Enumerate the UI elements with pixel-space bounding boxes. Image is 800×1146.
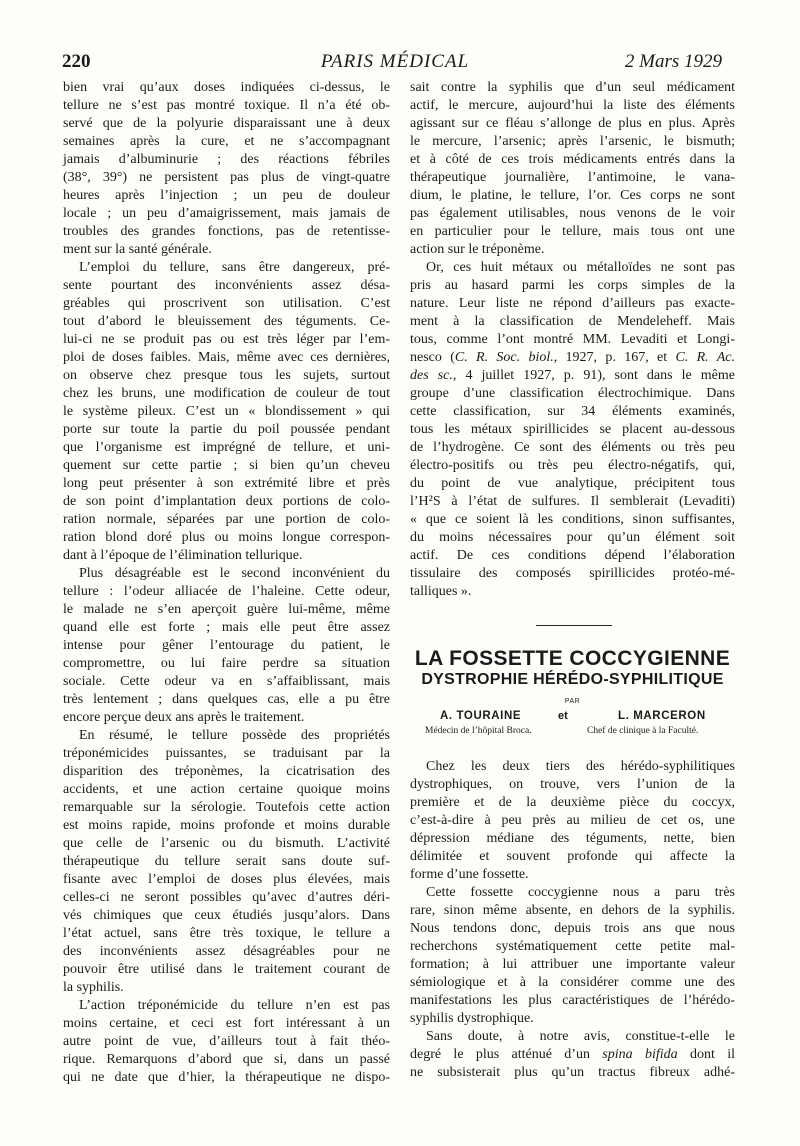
text-line: « que ce soient là les conditions, sinon suffisantes, <box>410 512 735 527</box>
text-line: le malade ne s’en aperçoit guère lui-même, même <box>63 602 390 617</box>
text-line: agissant sur ce fléau s’allonge de plus en plus. Après <box>410 116 735 131</box>
text-line: de l’hydrogène. Ce sont des éléments ou très peu <box>410 440 735 455</box>
paragraph <box>410 884 735 1028</box>
text-line: encore perçue deux ans après le traitement. <box>63 710 305 725</box>
text-line: l’H²S à l’état de sulfures. Il semblerait (Levaditi) <box>410 494 735 509</box>
text-line: sociale. Cette odeur va en s’affaiblissant, mais <box>63 674 390 689</box>
text-line: l’état actuel, sans être très toxique, le tellure a <box>63 926 390 941</box>
text-line: porte sur toute la partie du poil poussée pendant <box>63 422 390 437</box>
text-line: fisante avec l’emploi de doses plus élevées, mais <box>63 872 390 887</box>
text-line: de son point d’implantation deux portions de colo- <box>63 494 390 509</box>
paragraph <box>410 259 735 601</box>
text-line: moins certaine, et ceci est fort intéressant à un <box>63 1016 390 1031</box>
text-line: disparition des tréponèmes, la cicatrisation des <box>63 764 390 779</box>
text-line: celles-ci ne seront possibles qu’avec d’autres déri- <box>63 890 390 905</box>
text-line: compromettre, ou lui faire perdre sa situation <box>63 656 390 671</box>
text-line: en particulier pour le tellure, mais tous ont une <box>410 224 735 239</box>
paragraph <box>63 259 390 565</box>
text-line: et à côté de ces trois médicaments entrés dans la <box>410 152 735 167</box>
text-line: pouvoir être utilisé dans le traitement courant de <box>63 962 390 977</box>
paragraph <box>63 565 390 727</box>
text-line: tout d’abord le bleuissement des téguments. Ce- <box>63 314 390 329</box>
paragraph <box>410 1028 735 1082</box>
italic-run: spina bifida <box>602 1047 678 1062</box>
text-line: le mercure, l’arsenic; après l’arsenic, le bismuth; <box>410 134 735 149</box>
text-line: ration normale, séparées par une portion de colo- <box>63 512 390 527</box>
section-rule <box>536 625 612 626</box>
text-line: tous les métaux spirillicides se placent au-dessous <box>410 422 735 437</box>
text-line: lui-ci ne se produit pas ou est très léger par l’em- <box>63 332 390 347</box>
paragraph <box>410 758 735 884</box>
text-line: cette classification, sur 34 éléments examinés, <box>410 404 735 419</box>
text-line: forme d’une fossette. <box>410 867 529 882</box>
text-line: le système pileux. C’est un « blondissement » qui <box>63 404 390 419</box>
text-line: rare, sinon même absente, en dehors de la syphilis. <box>410 903 735 918</box>
author-affiliation: Médecin de l’hôpital Broca. <box>425 726 532 736</box>
text-line: quand elle est forte ; mais elle peut être assez <box>63 620 390 635</box>
text-line: c’est-à-dire à peu près au milieu de cet os, une <box>410 813 735 828</box>
text-run: degré le plus atténué d’un <box>410 1047 603 1062</box>
text-line: servé que de la polyurie disparaissant une à deux <box>63 116 390 131</box>
text-line: jamais d’albuminurie ; des réactions fébriles <box>63 152 390 167</box>
text-line: du moins nécessaires pour qu’un élément soit <box>410 530 735 545</box>
text-line: sémiologique et à la considérer comme une des <box>410 975 735 990</box>
page-number: 220 <box>62 51 91 72</box>
text-line: talliques ». <box>410 584 472 599</box>
text-line <box>410 367 735 385</box>
text-line: Or, ces huit métaux ou métalloïdes ne sont pas <box>426 260 735 275</box>
text-line: manifestations les plus caractéristiques de l’hérédo- <box>410 993 735 1008</box>
italic-run: des sc. <box>410 368 453 383</box>
text-line: Sans doute, à notre avis, constitue-t-elle le <box>426 1029 735 1044</box>
text-line: électro-positifs ou très peu électro-négatifs, qui, <box>410 458 735 473</box>
text-line: est moins rapide, moins profonde et moins durable <box>63 818 390 833</box>
text-line: remarquable sur la sérologie. Toutefois cette action <box>63 800 390 815</box>
text-line: que celle de l’arsenic ou du bismuth. L’activité <box>63 836 390 851</box>
text-line: dépression médiane des téguments, nette, bien <box>410 831 735 846</box>
text-line: la syphilis. <box>63 980 124 995</box>
text-line: heures après l’injection ; un peu de douleur <box>63 188 390 203</box>
article-subtitle: DYSTROPHIE HÉRÉDO-SYPHILITIQUE <box>421 671 724 688</box>
paragraph <box>63 727 390 997</box>
text-line: chez les bruns, une modification de couleur de tout <box>63 386 390 401</box>
text-line: rique. Remarquons d’abord que si, dans un passé <box>63 1052 390 1067</box>
text-line: ne subsisterait plus qu’un tractus fibreux adhé- <box>410 1065 735 1080</box>
text-line <box>410 1046 735 1064</box>
text-line: intense pour gêner l’entourage du patient, le <box>63 638 390 653</box>
text-line: que l’organisme est imprégné de tellure, et uni- <box>63 440 390 455</box>
text-line: thérapeutique journalière, l’antimoine, le vana- <box>410 170 735 185</box>
author-affiliation: Chef de clinique à la Faculté. <box>587 726 699 736</box>
text-line: ration blond doré plus ou moins longue correspon- <box>63 530 390 545</box>
article-body <box>410 758 735 1082</box>
text-line: très lentement ; dans quelques cas, elle a pu être <box>63 692 390 707</box>
author-name: A. TOURAINE <box>440 710 522 722</box>
text-line: des inconvénients assez désagréables pour ne <box>63 944 390 959</box>
text-line: tissulaire des composés spirillicides protéo-mé- <box>410 566 735 581</box>
text-line: vés chimiques que ceux étudiés jusqu’alors. Dans <box>63 908 390 923</box>
text-line: dium, le platine, le tellure, l’or. Ces corps ne sont <box>410 188 735 203</box>
paragraph <box>63 79 390 259</box>
text-line: thérapeutique du tellure serait sans doute suf- <box>63 854 390 869</box>
text-run: dont il <box>677 1047 735 1062</box>
journal-title: PARIS MÉDICAL <box>320 51 470 72</box>
text-line: ment sur la santé générale. <box>63 242 212 257</box>
text-line <box>410 349 735 367</box>
text-line: recherchons systématiquement cette petite mal- <box>410 939 735 954</box>
text-line: nature. Leur liste ne répond d’ailleurs pas exacte- <box>410 296 735 311</box>
author-conjunction: et <box>558 710 568 722</box>
left-column <box>63 79 390 1087</box>
text-line: tous, comme l’ont montré MM. Levaditi et Longi- <box>410 332 735 347</box>
text-line: du point de vue analytique, précipitent tous <box>410 476 735 491</box>
text-line: on observe chez presque tous les sujets, surtout <box>63 368 390 383</box>
text-line: semaines après la cure, et ne s’accompagnant <box>63 134 390 149</box>
text-line: syphilis dystrophique. <box>410 1011 534 1026</box>
text-line: pris au hasard parmi les corps simples de la <box>410 278 735 293</box>
text-line: (38°, 39°) ne persistent pas plus de vingt-quatre <box>63 170 390 185</box>
text-line: première et de la deuxième pièce du coccyx, <box>410 795 735 810</box>
text-line: délimitée et souvent profonde qui affecte la <box>410 849 735 864</box>
right-column <box>410 79 735 601</box>
text-line: autre point de vue, d’ailleurs tout à fait théo- <box>63 1034 390 1049</box>
text-line: accidents, et une action certaine quoique moins <box>63 782 390 797</box>
text-line: Chez les deux tiers des hérédo-syphilitiques <box>426 759 735 774</box>
text-line: sente pourtant des inconvénients assez désa- <box>63 278 390 293</box>
text-run: , 4 juillet 1927, p. 91), sont dans le même <box>452 368 736 383</box>
text-line: formation; à lui attribuer une importante valeur <box>410 957 735 972</box>
byline-par: PAR <box>564 698 581 705</box>
italic-run: C. R. Soc. biol. <box>454 350 554 365</box>
paragraph <box>410 79 735 259</box>
text-line: Nous tendons donc, depuis trois ans que nous <box>410 921 735 936</box>
text-line: bien vrai qu’aux doses indiquées ci-dessus, le <box>63 80 390 95</box>
text-line: Cette fossette coccygienne nous a paru très <box>426 885 735 900</box>
text-line: troubles des grandes fonctions, pas de retentisse- <box>63 224 390 239</box>
text-line: gréables qui proscrivent son utilisation. C’est <box>63 296 390 311</box>
text-line: actif. De ces conditions dépend l’élaboration <box>410 548 735 563</box>
text-line: pas également utilisables, nous venons de le voir <box>410 206 735 221</box>
issue-date: 2 Mars 1929 <box>624 51 722 72</box>
text-line: locale ; un peu d’amaigrissement, mais jamais de <box>63 206 390 221</box>
text-line: En résumé, le tellure possède des propriétés <box>79 728 390 743</box>
text-line: quement sur cette partie ; si bien qu’un cheveu <box>63 458 390 473</box>
text-line: action sur le tréponème. <box>410 242 545 257</box>
text-line: L’action tréponémicide du tellure n’en est pas <box>79 998 390 1013</box>
text-line: dystrophiques, on trouve, vers l’union de la <box>410 777 735 792</box>
text-line: ploi de doses faibles. Mais, même avec ces dernières, <box>63 350 390 365</box>
text-line: ment à la classification de Mendeleheff. Mais <box>410 314 735 329</box>
author-name: L. MARCERON <box>618 710 706 722</box>
italic-run: C. R. Ac. <box>675 350 736 365</box>
text-line: sait contre la syphilis que d’un seul médicament <box>410 80 735 95</box>
text-line: actif, le mercure, aujourd’hui la liste des éléments <box>410 98 735 113</box>
text-line: tréponémicides puissantes, se traduisant par la <box>63 746 390 761</box>
text-line: dant à l’époque de l’élimination tellurique. <box>63 548 303 563</box>
text-line: Plus désagréable est le second inconvénient du <box>79 566 390 581</box>
article-title: LA FOSSETTE COCCYGIENNE <box>414 647 731 670</box>
text-line: tellure ne s’est pas montré toxique. Il n’a été ob- <box>63 98 390 113</box>
text-line: tellure : l’odeur alliacée de l’haleine. Cette odeur, <box>63 584 390 599</box>
text-line: groupe d’une classification électrochimique. Dans <box>410 386 735 401</box>
text-run: , 1927, p. 167, et <box>553 350 676 365</box>
text-line: qui ne date que d’hier, la thérapeutique ne dispo- <box>63 1070 390 1085</box>
text-run: nesco ( <box>410 350 455 365</box>
text-line: L’emploi du tellure, sans être dangereux, pré- <box>79 260 390 275</box>
paragraph <box>63 997 390 1087</box>
text-line: long peut présenter à son extrémité libre et près <box>63 476 390 491</box>
